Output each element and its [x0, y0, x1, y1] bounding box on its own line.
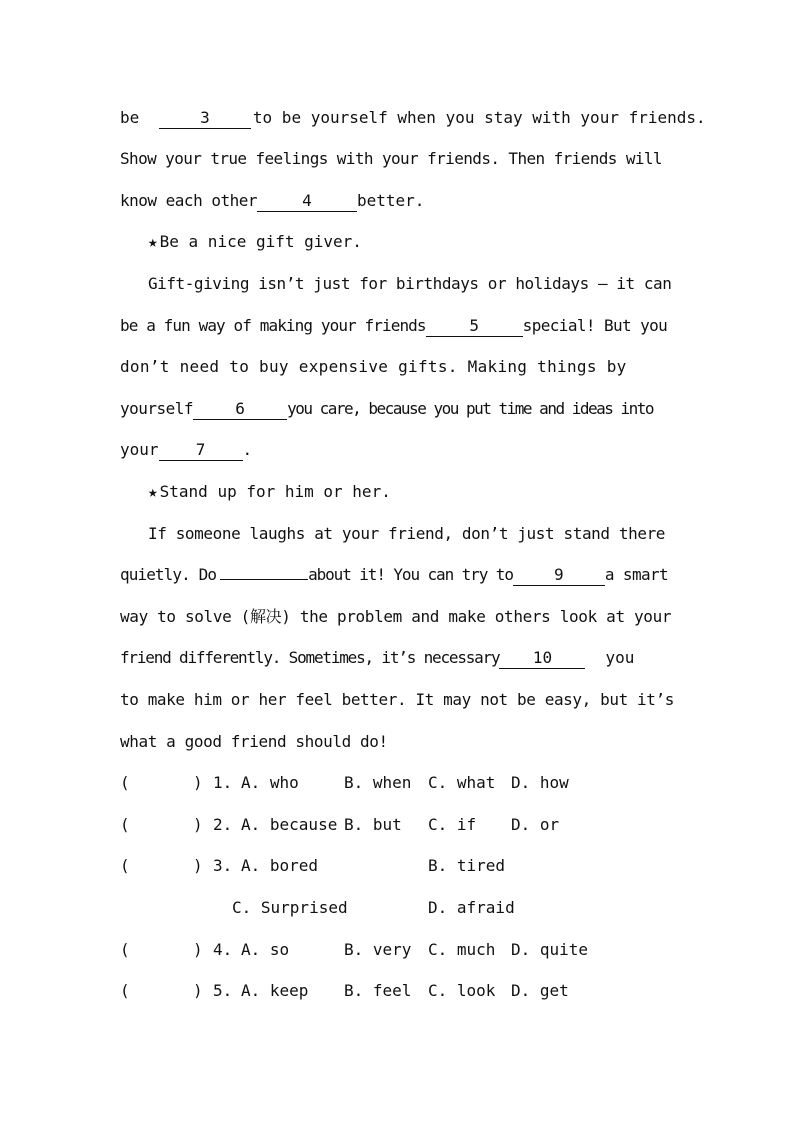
- question-number: 4.: [213, 940, 233, 959]
- text: to be yourself when you stay with your friends.: [252, 108, 706, 127]
- answer-paren-open: (: [120, 981, 130, 1000]
- text: you care, because you put time and ideas into: [287, 399, 654, 418]
- option-d: D. get: [511, 981, 569, 1000]
- option-b: B. feel: [344, 981, 412, 1000]
- passage-line-14: [120, 730, 676, 754]
- passage-line-12: [120, 646, 676, 670]
- star-icon: ★: [148, 482, 158, 501]
- answer-paren-open: (: [120, 940, 130, 959]
- answer-paren-close: ): [193, 815, 203, 834]
- text: your: [120, 440, 159, 459]
- passage-line-6: [120, 355, 676, 379]
- option-a: A. keep: [241, 981, 309, 1000]
- text: what a good friend should do!: [120, 732, 388, 751]
- text: about it! You can try to: [308, 565, 513, 584]
- answer-paren-open: (: [120, 815, 130, 834]
- text: If someone laughs at your friend, don’t just stand there: [148, 524, 666, 543]
- passage-line-10: [120, 563, 676, 587]
- option-b: B. tired: [428, 856, 506, 875]
- text: way to solve (解决) the problem and make others look at your: [120, 607, 672, 626]
- blank-3: 3: [159, 108, 251, 129]
- option-c: C. much: [428, 940, 496, 959]
- answer-paren-open: (: [120, 773, 130, 792]
- text: friend differently. Sometimes, it’s necessary: [120, 648, 500, 667]
- heading-text: Be a nice gift giver.: [159, 232, 362, 251]
- option-a: A. bored: [241, 856, 319, 875]
- option-a: A. who: [241, 773, 299, 792]
- text: better.: [357, 191, 425, 210]
- answer-paren-close: ): [193, 940, 203, 959]
- option-d: D. how: [511, 773, 569, 792]
- text: be a fun way of making your friends: [120, 316, 426, 335]
- passage-line-11: [120, 605, 676, 629]
- question-number: 3.: [213, 856, 233, 875]
- passage-line-13: [120, 688, 676, 712]
- star-icon: ★: [148, 232, 158, 251]
- blank-6: 6: [193, 399, 287, 420]
- passage-line-4: [148, 272, 676, 296]
- option-a: A. so: [241, 940, 290, 959]
- question-number: 2.: [213, 815, 233, 834]
- blank-7: 7: [159, 440, 243, 461]
- answer-paren-close: ): [193, 773, 203, 792]
- text: you: [605, 648, 635, 667]
- text: a smart: [604, 565, 669, 584]
- option-c: C. if: [428, 815, 477, 834]
- passage-line-8: [120, 438, 676, 462]
- option-b: B. but: [344, 815, 402, 834]
- passage-line-5: [120, 314, 676, 338]
- option-b: B. very: [344, 940, 412, 959]
- option-d: D. afraid: [428, 898, 515, 917]
- heading-text: Stand up for him or her.: [159, 482, 391, 501]
- option-c: C. Surprised: [232, 898, 348, 917]
- text: special! But you: [522, 316, 668, 335]
- heading-stand-up: [148, 480, 676, 504]
- question-number: 5.: [213, 981, 233, 1000]
- blank-8: [220, 579, 308, 580]
- text: to make him or her feel better. It may not be easy, but it’s: [120, 690, 674, 709]
- text: Show your true feelings with your friends. Then friends will: [120, 149, 662, 168]
- passage-line-9: [148, 522, 676, 546]
- passage-line-2: [120, 147, 676, 171]
- option-a: A. because: [241, 815, 338, 834]
- text: .: [242, 440, 253, 459]
- text: be: [120, 108, 140, 127]
- question-number: 1.: [213, 773, 233, 792]
- passage-line-1: [120, 106, 706, 130]
- option-c: C. what: [428, 773, 496, 792]
- blank-9: 9: [513, 565, 605, 586]
- answer-paren-close: ): [193, 856, 203, 875]
- option-c: C. look: [428, 981, 496, 1000]
- text: Gift-giving isn’t just for birthdays or holidays — it can: [148, 274, 672, 293]
- option-d: D. quite: [511, 940, 589, 959]
- option-b: B. when: [344, 773, 412, 792]
- heading-gift-giver: [148, 230, 676, 254]
- passage-line-7: [120, 397, 676, 421]
- answer-paren-open: (: [120, 856, 130, 875]
- blank-5: 5: [426, 316, 523, 337]
- passage-line-3: [120, 189, 676, 213]
- text: know each other: [120, 191, 257, 210]
- blank-10: 10: [499, 648, 585, 669]
- text: don’t need to buy expensive gifts. Making things by: [120, 357, 627, 376]
- blank-4: 4: [257, 191, 357, 212]
- text: quietly. Do: [120, 565, 217, 584]
- option-d: D. or: [511, 815, 560, 834]
- answer-paren-close: ): [193, 981, 203, 1000]
- text: yourself: [120, 399, 194, 418]
